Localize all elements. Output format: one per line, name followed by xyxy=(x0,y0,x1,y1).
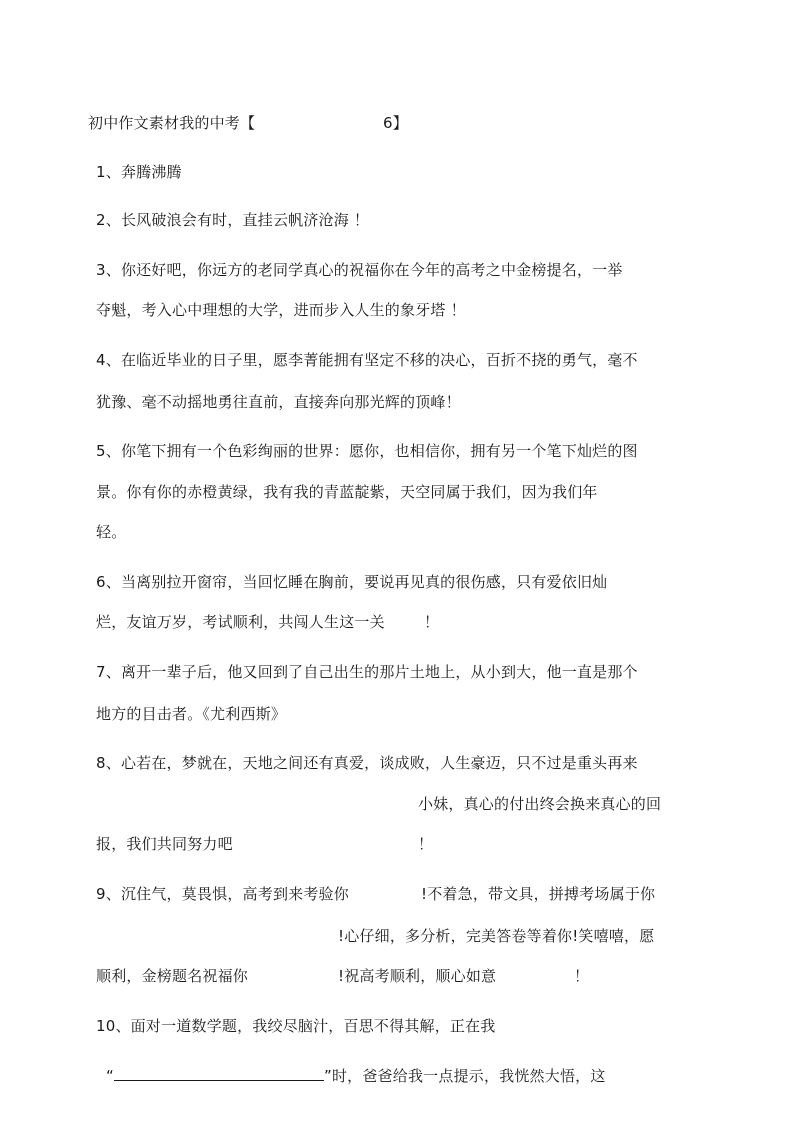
list-item-5-line-3 xyxy=(96,522,126,542)
list-item-8-line-1 xyxy=(96,753,638,773)
list-item-9-exclaim xyxy=(574,966,589,986)
list-item-text: 犹豫、毫不动摇地勇往直前，直接奔向那光辉的顶峰！ xyxy=(96,393,461,411)
list-item-text: !不着急，带文具，拼搏考场属于你 xyxy=(421,885,656,903)
title-text: 初中作文素材我的中考【 xyxy=(88,114,256,132)
list-item-text: ！ xyxy=(424,613,440,631)
list-item-3-line-2 xyxy=(96,300,466,320)
list-item-text: 顺利，金榜题名祝福你 xyxy=(96,967,249,985)
list-item-text: 10、面对一道数学题，我绞尽脑汁，百思不得其解，正在我 xyxy=(96,1017,496,1035)
list-item-text: 9、沉住气，莫畏惧，高考到来考验你 xyxy=(96,885,349,903)
list-item-text: 1、奔腾沸腾 xyxy=(96,163,182,181)
list-item-9-line-3 xyxy=(96,966,248,986)
document-title xyxy=(88,113,255,133)
list-item-9-line-1-cont xyxy=(421,884,655,904)
list-item-text: 5、你笔下拥有一个色彩绚丽的世界：愿你，也相信你，拥有另一个笔下灿烂的图 xyxy=(96,442,638,460)
list-item-text: 2、长风破浪会有时，直挂云帆济沧海 ！ xyxy=(96,211,370,229)
list-item-3-line-1 xyxy=(96,260,623,280)
list-item-text: ”时，爸爸给我一点提示，我恍然大悟，这 xyxy=(323,1067,606,1085)
list-item-text: 3、你还好吧，你远方的老同学真心的祝福你在今年的高考之中金榜提名，一举 xyxy=(96,261,623,279)
list-item-6-exclaim xyxy=(424,612,439,632)
list-item-text: 8、心若在，梦就在，天地之间还有真爱，谈成败，人生豪迈，只不过是重头再来 xyxy=(96,754,638,772)
list-item-8-exclaim xyxy=(418,834,433,854)
list-item-text: 小妹，真心的付出终会换来真心的回 xyxy=(418,795,662,813)
list-item-text: ！ xyxy=(574,967,590,985)
list-item-5-line-1 xyxy=(96,441,638,461)
list-item-text: ！ xyxy=(418,835,434,853)
list-item-text: !心仔细，多分析，完美答卷等着你!笑嘻嘻，愿 xyxy=(338,927,655,945)
list-item-8-line-3 xyxy=(96,834,233,854)
list-item-7-line-1 xyxy=(96,662,638,682)
list-item-10-line-2 xyxy=(106,1066,606,1086)
list-item-text: 7、离开一辈子后，他又回到了自己出生的那片土地上，从小到大，他一直是那个 xyxy=(96,663,638,681)
list-item-5-line-2 xyxy=(96,482,598,502)
list-item-2 xyxy=(96,210,369,230)
list-item-4-line-1 xyxy=(96,350,638,370)
list-item-9-line-3-cont xyxy=(338,966,496,986)
list-item-text: 夺魁，考入心中理想的大学，进而步入人生的象牙塔 ！ xyxy=(96,301,466,319)
open-quote: “ xyxy=(106,1067,114,1085)
fill-in-blank xyxy=(114,1066,324,1081)
list-item-1 xyxy=(96,162,182,182)
list-item-4-line-2 xyxy=(96,392,461,412)
list-item-text: 景。你有你的赤橙黄绿，我有我的青蓝靛紫，天空同属于我们，因为我们年 xyxy=(96,483,598,501)
list-item-text: 6、当离别拉开窗帘，当回忆睡在胸前，要说再见真的很伤感，只有爱依旧灿 xyxy=(96,573,608,591)
list-item-text: 4、在临近毕业的日子里，愿李菁能拥有坚定不移的决心，百折不挠的勇气，毫不 xyxy=(96,351,638,369)
list-item-10-line-1 xyxy=(96,1016,496,1036)
list-item-text: 报，我们共同努力吧 xyxy=(96,835,233,853)
list-item-6-line-1 xyxy=(96,572,607,592)
list-item-text: 地方的目击者。《尤利西斯》 xyxy=(96,705,287,723)
list-item-6-line-2 xyxy=(96,612,385,632)
list-item-text: 烂，友谊万岁，考试顺利，共闯人生这一关 xyxy=(96,613,385,631)
list-item-text: !祝高考顺利，顺心如意 xyxy=(338,967,497,985)
list-item-9-line-2 xyxy=(338,926,654,946)
list-item-9-line-1 xyxy=(96,884,349,904)
list-item-7-line-2 xyxy=(96,704,286,724)
list-item-text: 轻。 xyxy=(96,523,127,541)
document-title-number xyxy=(383,113,408,133)
title-number-text: 6】 xyxy=(383,114,408,132)
list-item-8-line-2 xyxy=(418,794,661,814)
